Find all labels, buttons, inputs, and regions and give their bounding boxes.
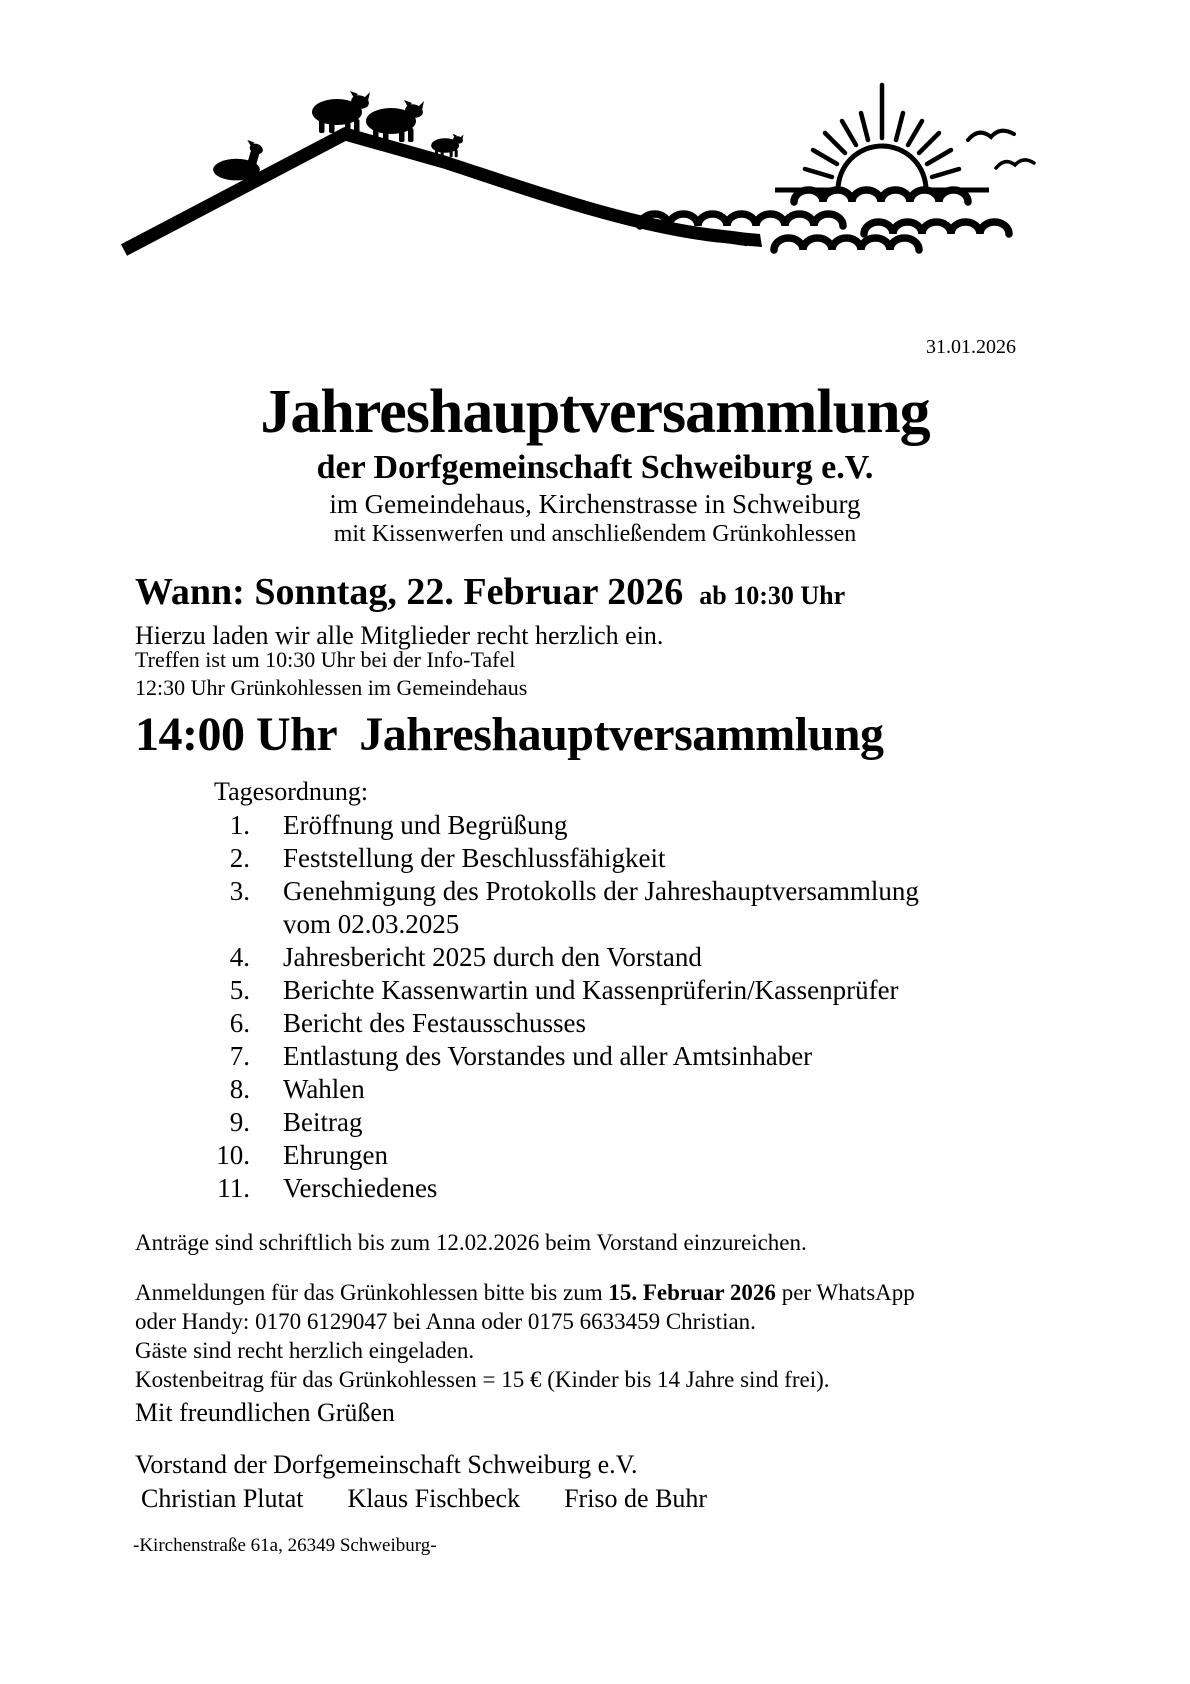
board-member: Christian Plutat [141, 1484, 304, 1513]
agenda-item-text: Beitrag [283, 1107, 363, 1137]
agenda-label: Tagesordnung: [214, 777, 369, 806]
location-line: im Gemeindehaus, Kirchenstrasse in Schweiburg [329, 489, 861, 519]
agenda-item [135, 1172, 1055, 1205]
agenda-item-text: Jahresbericht 2025 durch den Vorstand [283, 942, 702, 972]
anmeldung-block [135, 1278, 915, 1394]
invite-line: Hierzu laden wir alle Mitglieder recht herzlich ein. [135, 621, 664, 650]
when-time-suffix: ab 10:30 Uhr [699, 581, 846, 610]
letter-title: Jahreshauptversammlung [260, 378, 930, 446]
agenda-item-text [283, 875, 919, 941]
agenda-item-number: 7. [229, 1041, 250, 1071]
agenda-list [135, 809, 1055, 1205]
agenda-item-text: Bericht des Festausschusses [283, 1008, 586, 1038]
board-title: Vorstand der Dorfgemeinschaft Schweiburg e.V. [135, 1450, 638, 1479]
anmeldung-line1 [135, 1278, 915, 1307]
board-member: Klaus Fischbeck [347, 1484, 521, 1513]
dike-sheep-sunrise-illustration [112, 74, 1047, 260]
anmeldung-line2: oder Handy: 0170 6129047 bei Anna oder 0175 6633459 Christian. [135, 1309, 756, 1334]
closing-line: Mit freundlichen Grüßen [135, 1398, 395, 1427]
agenda-item-text: Wahlen [283, 1074, 365, 1104]
agenda-item-number: 11. [217, 1173, 250, 1203]
agenda-item-text: Berichte Kassenwartin und Kassenprüferin/Kassenprüfer [283, 975, 899, 1005]
cost-line: Kostenbeitrag für das Grünkohlessen = 15 € (Kinder bis 14 Jahre sind frei). [135, 1367, 830, 1392]
meeting-info-line: Treffen ist um 10:30 Uhr bei der Info-Tafel [135, 647, 516, 672]
board-names [141, 1484, 751, 1514]
waves-icon [640, 190, 1009, 250]
agenda-item-text: Verschiedenes [283, 1173, 438, 1203]
agenda-item [135, 1073, 1055, 1106]
agenda-item [135, 1106, 1055, 1139]
agenda-item-text: Eröffnung und Begrüßung [283, 810, 568, 840]
meeting-info-line: 12:30 Uhr Grünkohlessen im Gemeindehaus [135, 675, 528, 700]
agenda-item [135, 1139, 1055, 1172]
agenda-heading: 14:00 Uhr Jahreshauptversammlung [135, 708, 884, 761]
anmeldung-deadline: 15. Februar 2026 [608, 1280, 776, 1305]
agenda-item-text-line2: vom 02.03.2025 [283, 909, 460, 939]
agenda-item-number: 4. [229, 942, 250, 972]
board-member: Friso de Buhr [564, 1484, 708, 1513]
agenda-item-text: Entlastung des Vorstandes und aller Amtsinhaber [283, 1041, 813, 1071]
seagull-icons [968, 131, 1034, 168]
agenda-item-number: 3. [229, 876, 250, 906]
guests-line: Gäste sind recht herzlich eingeladen. [135, 1338, 475, 1363]
agenda-item-number: 6. [229, 1008, 250, 1038]
antraege-line: Anträge sind schriftlich bis zum 12.02.2026 beim Vorstand einzureichen. [135, 1230, 807, 1255]
agenda-item-text: Feststellung der Beschlussfähigkeit [283, 843, 666, 873]
agenda-item [135, 1007, 1055, 1040]
footer-address: -Kirchenstraße 61a, 26349 Schweiburg- [133, 1535, 437, 1556]
anmeldung-pre: Anmeldungen für das Grünkohlessen bitte bis zum [135, 1280, 609, 1305]
agenda-item [135, 809, 1055, 842]
when-line [135, 570, 845, 614]
agenda-item [135, 974, 1055, 1007]
agenda-item-number: 2. [229, 843, 250, 873]
anmeldung-post: per WhatsApp [775, 1280, 915, 1305]
when-main: Wann: Sonntag, 22. Februar 2026 [135, 571, 684, 613]
agenda-item [135, 941, 1055, 974]
agenda-item-number: 5. [229, 975, 250, 1005]
extras-line: mit Kissenwerfen und anschließendem Grünkohlessen [333, 521, 857, 547]
letter-subtitle: der Dorfgemeinschaft Schweiburg e.V. [316, 449, 874, 486]
agenda-item-number: 1. [229, 810, 250, 840]
agenda-item [135, 875, 1055, 941]
agenda-item-text-line1: Genehmigung des Protokolls der Jahreshauptversammlung [283, 876, 919, 906]
agenda-item [135, 842, 1055, 875]
dike-end [738, 232, 762, 247]
agenda-item-text: Ehrungen [283, 1140, 388, 1170]
meeting-info [135, 646, 527, 702]
letter-date: 31.01.2026 [926, 336, 1016, 358]
sun-icon [775, 85, 989, 190]
agenda-item [135, 1040, 1055, 1073]
agenda-item-number: 10. [216, 1140, 250, 1170]
agenda-item-number: 9. [229, 1107, 250, 1137]
agenda-item-number: 8. [229, 1074, 250, 1104]
